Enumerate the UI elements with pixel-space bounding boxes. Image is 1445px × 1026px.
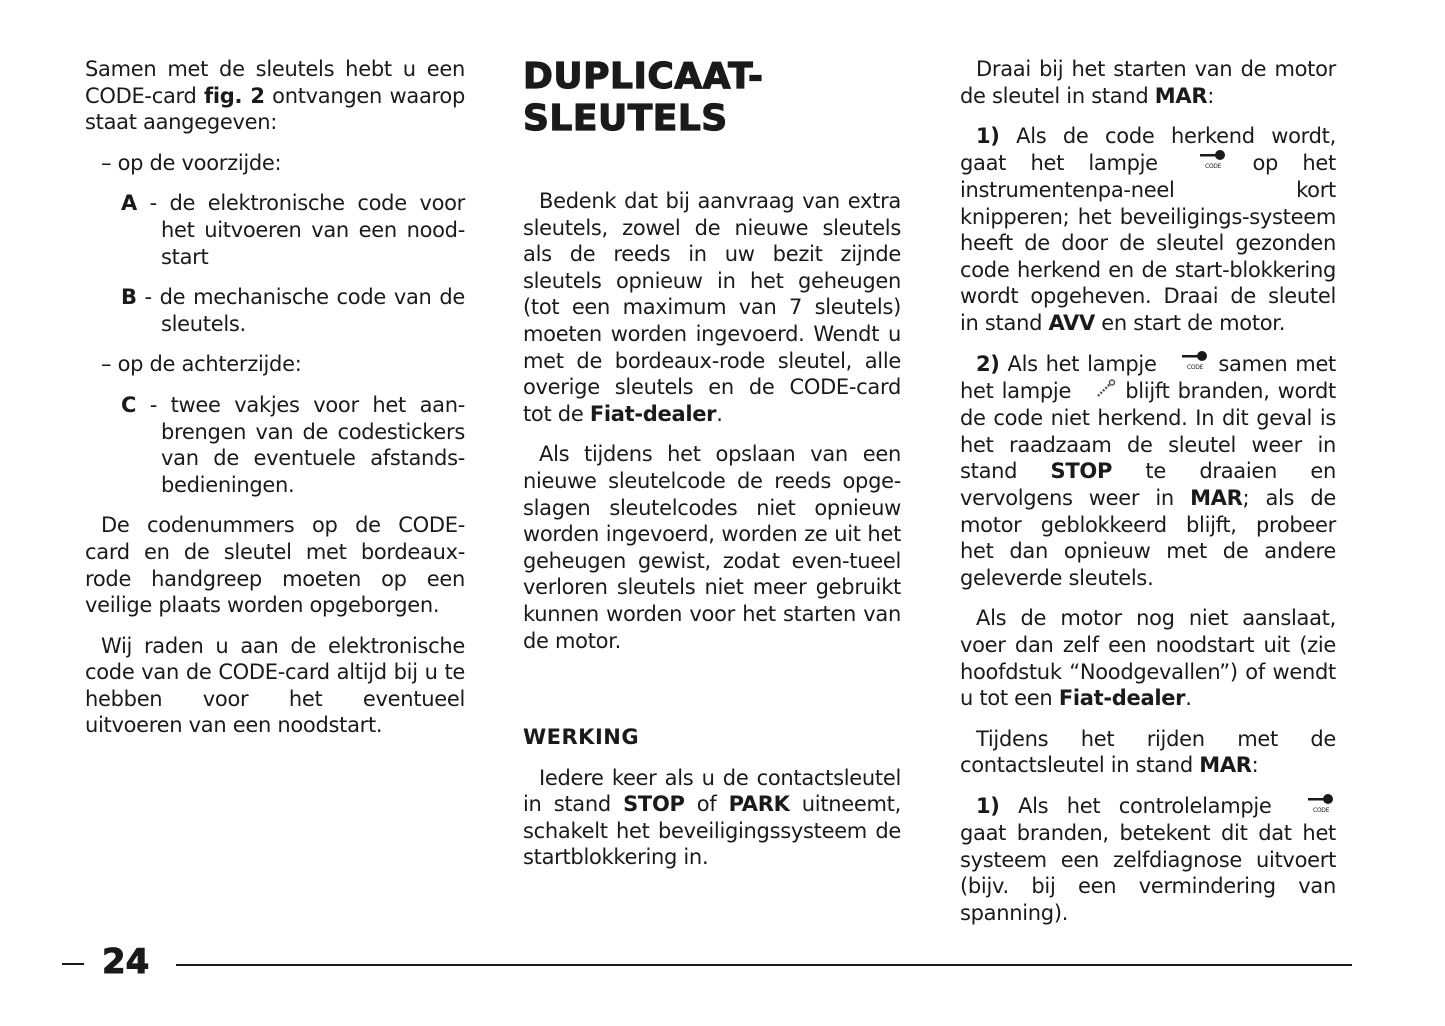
paragraph: [960, 56, 1336, 109]
text: :: [1207, 83, 1214, 108]
right-column: [960, 56, 1336, 941]
werking-paragraphs: [523, 765, 901, 871]
text: Als het lampje: [999, 351, 1165, 376]
text: - de mechanische code van de sleutels.: [136, 285, 465, 336]
intro-paragraphs: [523, 188, 901, 654]
paragraph: [85, 150, 465, 177]
paragraph: [85, 392, 465, 498]
paragraph: [960, 726, 1336, 779]
text: ontvangen waarop staat aangegeven:: [85, 83, 465, 135]
bold-text: AVV: [1048, 311, 1095, 336]
left-column: [85, 56, 465, 753]
text: uitneemt, schakelt het beveiligingssysteem de startblokkering in.: [523, 792, 901, 870]
bold-text: fig. 2: [204, 83, 265, 108]
wrench-warning-icon: [1079, 379, 1117, 406]
text: .: [1185, 686, 1192, 711]
text: Iedere keer als u de contactsleutel in stand: [523, 765, 901, 817]
bold-text: MAR: [1190, 486, 1243, 511]
paragraph: [960, 793, 1336, 927]
text: op het instrumentenpa-neel kort knipperen; het beveiligings-systeem heeft de door de sleutel gezonden code herkend en de start-blokkering wordt opgeheven. Draai de sleutel in stand: [960, 150, 1336, 336]
code-key-warning-icon: [1182, 150, 1228, 177]
paragraph: [960, 351, 1336, 592]
svg-text:CODE: CODE: [1312, 806, 1330, 814]
bold-text: Fiat-dealer: [589, 401, 717, 426]
bold-text: B: [121, 285, 137, 310]
paragraph: [523, 765, 901, 871]
text: - de elektronische code voor het uitvoeren van een nood-start: [136, 191, 465, 269]
bold-text: MAR: [1154, 83, 1208, 108]
bold-text: C: [121, 392, 137, 417]
paragraph: [85, 633, 465, 739]
footer-rule: [176, 964, 1352, 966]
text: Als de code herkend wordt, gaat het lampje: [960, 124, 1336, 175]
bold-text: 1): [976, 124, 1000, 149]
paragraph: [85, 190, 465, 270]
bold-text: STOP: [1050, 459, 1113, 484]
bold-text: Fiat-dealer: [1058, 686, 1186, 711]
text: Als de motor nog niet aanslaat, voer dan zelf een noodstart uit (zie hoofdstuk “Noodgevallen”) of wendt u tot een: [960, 606, 1336, 711]
text: te draaien en vervolgens weer in: [960, 459, 1336, 511]
paragraph: [85, 351, 465, 378]
text: gaat branden, betekent dit dat het systeem een zelfdiagnose uitvoert (bijv. bij een vermindering van spanning).: [960, 821, 1336, 926]
svg-text:CODE: CODE: [1205, 163, 1222, 171]
bold-text: 1): [976, 793, 1000, 818]
code-key-warning-icon: [1290, 794, 1336, 821]
text: De codenummers op de CODE-card en de sleutel met bordeaux-rode handgreep moeten op een veilige plaats worden opgeborgen.: [85, 513, 465, 618]
paragraph: [85, 56, 465, 136]
text: Tijdens het rijden met de contactsleutel in stand: [960, 726, 1336, 778]
text: en start de motor.: [1094, 311, 1286, 336]
text: .: [716, 401, 723, 426]
text: blijft branden, wordt de code niet herkend. In dit geval is het raadzaam de sleutel weer in stand: [960, 378, 1336, 484]
text: Als het controlelampje: [999, 793, 1290, 818]
text: Draai bij het starten van de motor de sleutel in stand: [960, 57, 1336, 108]
text: Wij raden u aan de elektronische code van de CODE-card altijd bij u te hebben voor het eventueel uitvoeren van een noodstart.: [85, 633, 465, 738]
text: Samen met de sleutels hebt u een CODE-card: [85, 57, 465, 108]
text: - twee vakjes voor het aan-brengen van de codestickers van de eventuele afstands-bedieningen.: [136, 392, 465, 497]
bold-text: 2): [976, 351, 1000, 376]
text: samen met het lampje: [960, 351, 1336, 403]
paragraph: [523, 188, 901, 427]
paragraph: [85, 512, 465, 618]
text: Bedenk dat bij aanvraag van extra sleutels, zowel de nieuwe sleutels als de reeds in uw bezit zijnde sleutels opnieuw in het geheugen (tot een maximum van 7 sleutels) moeten worden ingevoerd. Wendt u met de bordeaux-rode sleutel, alle overige sleutels en de CODE-card tot de: [523, 189, 901, 426]
text: :: [1251, 753, 1259, 778]
text: Als tijdens het opslaan van een nieuwe sleutelcode de reeds opge-slagen sleutelcodes niet opnieuw worden ingevoerd, worden ze uit het geheugen gewist, zodat even-tueel verloren sleutels niet meer gebruikt kunnen worden voor het starten van de motor.: [523, 442, 901, 653]
section-title: [523, 56, 901, 140]
footer-dash: [62, 963, 84, 965]
page-number: 24: [102, 942, 150, 982]
text: of: [684, 792, 729, 817]
paragraph: [85, 284, 465, 337]
title-line: SLEUTELS: [523, 98, 728, 139]
bold-text: MAR: [1199, 753, 1252, 778]
bold-text: STOP: [623, 792, 685, 817]
bold-text: A: [121, 191, 137, 216]
text: – op de voorzijde:: [101, 150, 282, 175]
subheading-werking: WERKING: [523, 725, 640, 750]
paragraph: [960, 605, 1336, 711]
text: ; als de motor geblokkeerd blijft, probeer het dan opnieuw met de andere geleverde sleutels.: [960, 486, 1336, 590]
code-key-warning-icon: [1164, 351, 1210, 378]
svg-text:CODE: CODE: [1187, 364, 1204, 372]
bold-text: PARK: [728, 792, 790, 817]
title-line: DUPLICAAT-: [523, 56, 764, 97]
text: – op de achterzijde:: [101, 352, 302, 377]
middle-column: [523, 56, 901, 885]
paragraph: [960, 123, 1336, 336]
paragraph: [523, 441, 901, 654]
